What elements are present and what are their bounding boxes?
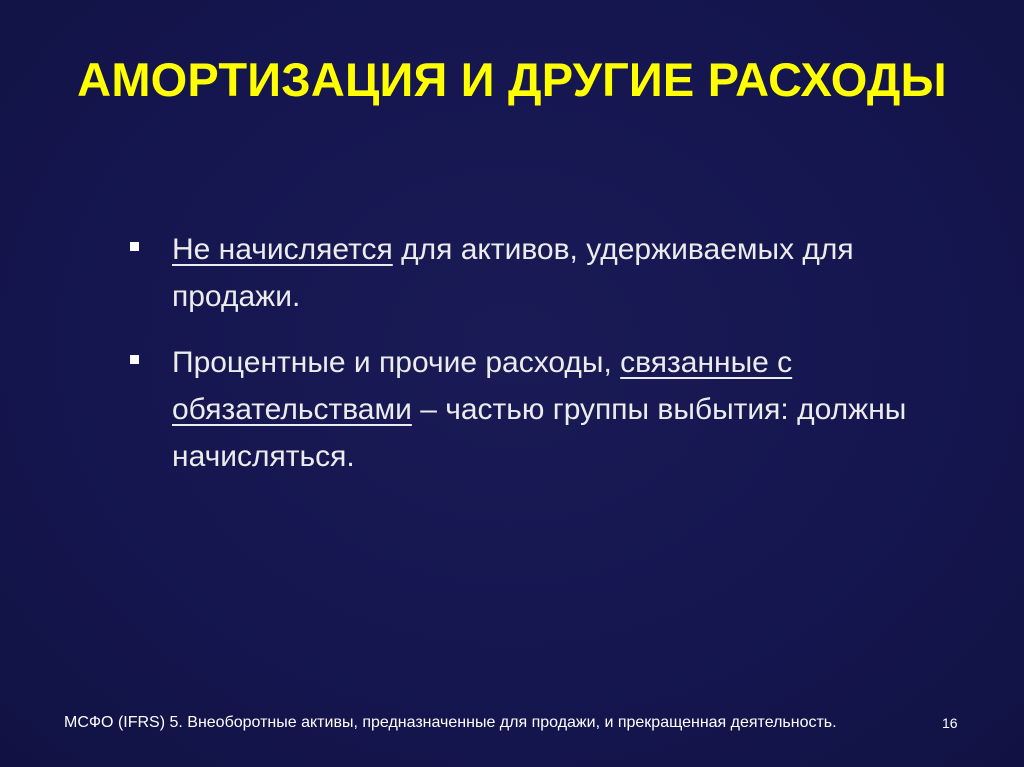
bullet-text: Процентные и прочие расходы,	[172, 346, 621, 379]
underlined-phrase: связанные с обязательствами	[172, 346, 793, 426]
page-number: 16	[942, 715, 958, 731]
bullet-item-1	[126, 226, 926, 320]
bullet-text: для активов, удерживаемых для продажи.	[172, 233, 854, 313]
square-bullet-icon	[130, 242, 139, 251]
bullet-text: – частью группы выбытия: должны начисляться.	[172, 393, 907, 473]
square-bullet-icon	[130, 355, 139, 364]
underlined-phrase: Не начисляется	[172, 233, 393, 266]
bullet-item-2	[126, 339, 926, 480]
slide-title: АМОРТИЗАЦИЯ И ДРУГИЕ РАСХОДЫ	[77, 53, 947, 106]
slide-footer: МСФО (IFRS) 5. Внеоборотные активы, предназначенные для продажи, и прекращенная деятельность.	[64, 714, 837, 731]
bullet-list	[126, 226, 926, 480]
